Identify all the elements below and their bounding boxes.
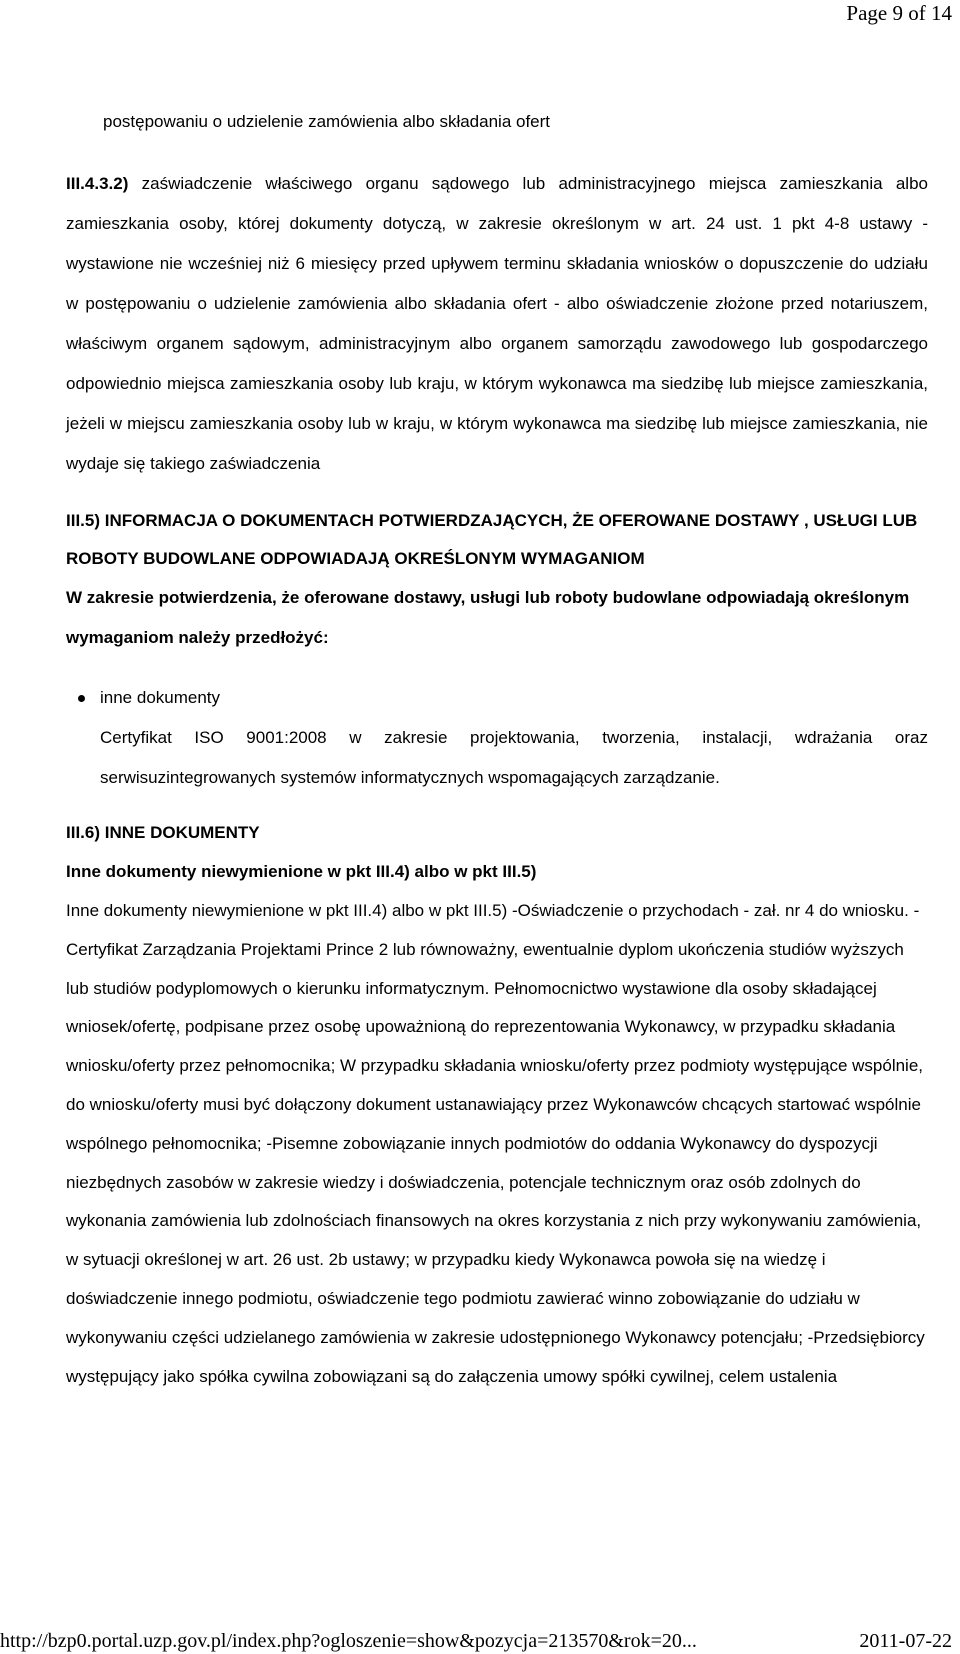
section-6-title: III.6) INNE DOKUMENTY: [66, 823, 260, 842]
footer-url: http://bzp0.portal.uzp.gov.pl/index.php?ogloszenie=show&pozycja=213570&rok=20...: [0, 1630, 697, 1652]
intro-line: postępowaniu o udzielenie zamówienia albo składania ofert: [103, 112, 551, 131]
section-5-title: III.5) INFORMACJA O DOKUMENTACH POTWIERDZAJĄCYCH, ŻE OFEROWANE DOSTAWY , USŁUGI LUB ROBOTY BUDOWLANE ODPOWIADAJĄ OKREŚLONYM WYMAGANIOM: [66, 511, 918, 568]
page-number: Page 9 of 14: [846, 1, 952, 25]
certificate-text: Certyfikat ISO 9001:2008 w zakresie projektowania, tworzenia, instalacji, wdrażania oraz serwisuzintegrowanych systemów informatycznych wspomagających zarządzanie.: [100, 728, 928, 787]
footer-date: 2011-07-22: [859, 1630, 952, 1652]
bullet-icon: [78, 695, 85, 702]
section-4-3-2-text: zaświadczenie właściwego organu sądowego lub administracyjnego miejsca zamieszkania albo zamieszkania osoby, której dokumenty dotyczą, w zakresie określonym w art. 24 ust. 1 pkt 4-8 ustawy - wystawione nie wcześniej niż 6 miesięcy przed upływem terminu składania wniosków o dopuszczenie do udziału w postępowaniu o udzielenie zamówienia albo składania ofert - albo oświadczenie złożone przed notariuszem, właściwym organem sądowym, administracyjnym albo organem samorządu zawodowego lub gospodarczego odpowiednio miejsca zamieszkania osoby lub kraju, w którym wykonawca ma siedzibę lub miejsce zamieszkania, jeżeli w miejscu zamieszkania osoby lub w kraju, w którym wykonawca ma siedzibę lub miejsce zamieszkania, nie wydaje się takiego zaświadczenia: [66, 174, 928, 473]
list-item-label: inne dokumenty: [100, 688, 221, 707]
section-5-subtitle: W zakresie potwierdzenia, że oferowane dostawy, usługi lub roboty budowlane odpowiadają określonym wymaganiom należy przedłożyć:: [66, 588, 910, 647]
section-6-subtitle: Inne dokumenty niewymienione w pkt III.4) albo w pkt III.5): [66, 862, 537, 881]
section-6-body: Inne dokumenty niewymienione w pkt III.4) albo w pkt III.5) -Oświadczenie o przychodach - zał. nr 4 do wniosku. -Certyfikat Zarządzania Projektami Prince 2 lub równoważny, ewentualnie dyplom ukończenia studiów wyższych lub studiów podyplomowych o kierunku informatycznym. Pełnomocnictwo wystawione dla osoby składającej wniosek/ofertę, podpisane przez osobę upoważnioną do reprezentowania Wykonawcy, w przypadku składania wniosku/oferty przez pełnomocnika; W przypadku składania wniosku/oferty przez podmioty występujące wspólnie, do wniosku/oferty musi być dołączony dokument ustanawiający przez Wykonawców chcących startować wspólnie wspólnego pełnomocnika; -Pisemne zobowiązanie innych podmiotów do oddania Wykonawcy do dyspozycji niezbędnych zasobów w zakresie wiedzy i doświadczenia, potencjale technicznym oraz osób zdolnych do wykonania zamówienia lub zdolnościach finansowych na okres korzystania z nich przy wykonywaniu zamówienia, w sytuacji określonej w art. 26 ust. 2b ustawy; w przypadku kiedy Wykonawca powoła się na wiedzę i doświadczenie innego podmiotu, oświadczenie tego podmiotu zawierać winno zobowiązanie do udziału w wykonywaniu części udzielanego zamówienia w zakresie udostępnionego Wykonawcy potencjału; -Przedsiębiorcy występujący jako spółka cywilna zobowiązani są do załączenia umowy spółki cywilnej, celem ustalenia: [66, 901, 925, 1386]
document-body: [66, 100, 928, 1396]
list-item: [66, 678, 928, 718]
section-4-3-2-number: III.4.3.2): [66, 174, 129, 193]
page-footer: [0, 1628, 960, 1654]
section-4-3-2: [66, 164, 928, 484]
